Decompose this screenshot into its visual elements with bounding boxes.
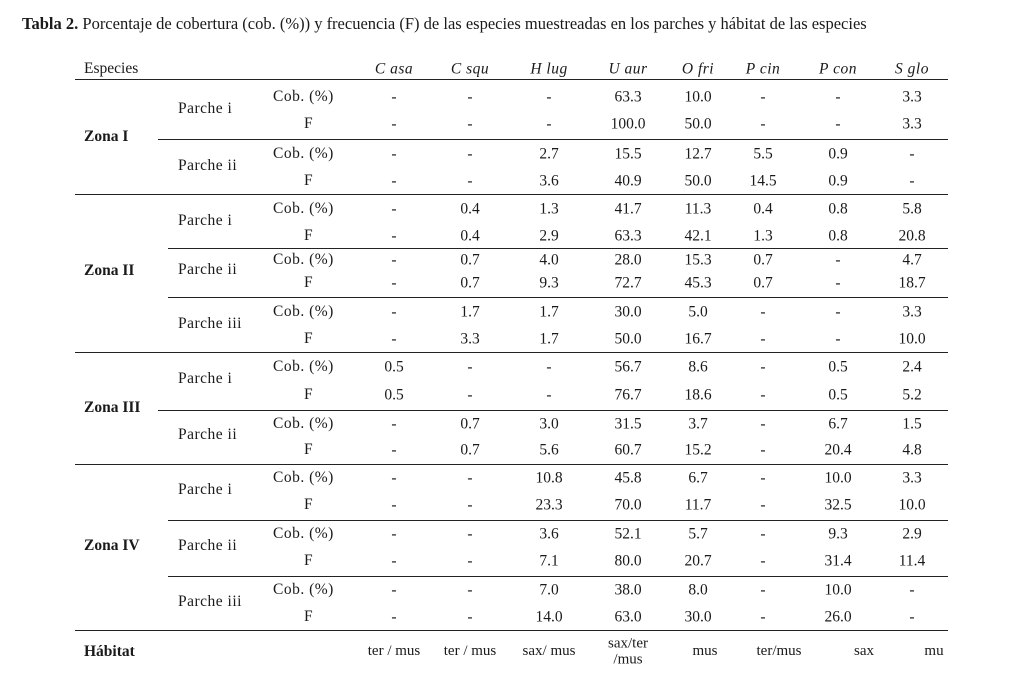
- header-species-2: C squ: [450, 60, 490, 78]
- cob-value: -: [467, 581, 473, 599]
- metric-f-label: F: [304, 552, 314, 569]
- f-value: 0.7: [753, 274, 773, 292]
- metric-f-label: F: [304, 115, 314, 132]
- cob-value: -: [391, 303, 397, 321]
- cob-value: 6.7: [688, 469, 708, 487]
- cob-value: 1.7: [539, 303, 559, 321]
- cob-value: -: [391, 525, 397, 543]
- patch-label: Parche iii: [178, 592, 242, 610]
- cob-value: 5.0: [688, 303, 708, 321]
- cob-value: 4.7: [902, 251, 922, 269]
- f-value: 30.0: [684, 608, 712, 626]
- f-value: 5.2: [902, 386, 922, 404]
- f-value: -: [391, 608, 397, 626]
- cob-value: -: [760, 415, 766, 433]
- cob-value: -: [391, 200, 397, 218]
- patch-separator: [168, 139, 948, 140]
- f-value: 11.7: [684, 496, 712, 514]
- cob-value: -: [391, 469, 397, 487]
- f-value: 3.3: [902, 115, 922, 133]
- f-value: 45.3: [684, 274, 712, 292]
- f-value: 100.0: [610, 115, 646, 133]
- cob-value: 1.3: [539, 200, 559, 218]
- f-value: -: [391, 115, 397, 133]
- header-species-label: Especies: [84, 60, 139, 77]
- zone-separator: [75, 464, 948, 465]
- f-value: 0.9: [828, 172, 848, 190]
- f-value: 76.7: [614, 386, 642, 404]
- f-value: -: [546, 386, 552, 404]
- f-value: 3.3: [460, 330, 480, 348]
- cob-value: 2.9: [902, 525, 922, 543]
- habitat-value: sax/ mus: [522, 643, 576, 660]
- f-value: -: [760, 441, 766, 459]
- f-value: 70.0: [614, 496, 642, 514]
- f-value: 80.0: [614, 552, 642, 570]
- f-value: -: [909, 608, 915, 626]
- cob-value: 63.3: [614, 88, 642, 106]
- cob-value: -: [391, 88, 397, 106]
- habitat-value: mus: [692, 643, 718, 660]
- f-value: 10.0: [898, 496, 926, 514]
- cob-value: 10.0: [824, 469, 852, 487]
- cob-value: -: [467, 88, 473, 106]
- cob-value: -: [467, 469, 473, 487]
- metric-f-label: F: [304, 608, 314, 625]
- cob-value: 9.3: [828, 525, 848, 543]
- cob-value: 15.5: [614, 145, 642, 163]
- cob-value: -: [546, 88, 552, 106]
- patch-label: Parche ii: [178, 536, 238, 554]
- habitat-value: sax/ter /mus: [608, 635, 648, 667]
- cob-value: 1.7: [460, 303, 480, 321]
- cob-value: 8.6: [688, 358, 708, 376]
- f-value: -: [760, 115, 766, 133]
- f-value: -: [467, 172, 473, 190]
- cob-value: 28.0: [614, 251, 642, 269]
- f-value: -: [909, 172, 915, 190]
- cob-value: 3.3: [902, 303, 922, 321]
- f-value: 15.2: [684, 441, 712, 459]
- f-value: 11.4: [898, 552, 926, 570]
- f-value: 7.1: [539, 552, 559, 570]
- zone-separator: [75, 352, 948, 353]
- f-value: -: [835, 274, 841, 292]
- cob-value: 5.5: [753, 145, 773, 163]
- cob-value: 56.7: [614, 358, 642, 376]
- cob-value: -: [760, 303, 766, 321]
- cob-value: 0.4: [460, 200, 480, 218]
- cob-value: 3.3: [902, 88, 922, 106]
- header-species-1: C asa: [374, 60, 414, 78]
- f-value: 72.7: [614, 274, 642, 292]
- header-rule: [75, 79, 948, 80]
- metric-f-label: F: [304, 274, 314, 291]
- f-value: 20.7: [684, 552, 712, 570]
- habitat-label: Hábitat: [84, 643, 135, 660]
- f-value: 5.6: [539, 441, 559, 459]
- cob-value: 2.4: [902, 358, 922, 376]
- f-value: 0.4: [460, 227, 480, 245]
- cob-value: 3.7: [688, 415, 708, 433]
- cob-value: -: [835, 88, 841, 106]
- header-species-5: O fri: [681, 60, 715, 78]
- f-value: 23.3: [535, 496, 563, 514]
- patch-separator: [168, 576, 948, 577]
- patch-label: Parche i: [178, 211, 233, 229]
- cob-value: -: [909, 581, 915, 599]
- f-value: -: [391, 496, 397, 514]
- cob-value: 15.3: [684, 251, 712, 269]
- f-value: -: [760, 386, 766, 404]
- f-value: 14.0: [535, 608, 563, 626]
- f-value: 0.8: [828, 227, 848, 245]
- habitat-value: sax: [854, 643, 874, 660]
- f-value: -: [467, 552, 473, 570]
- cob-value: 7.0: [539, 581, 559, 599]
- cob-value: 3.0: [539, 415, 559, 433]
- cob-value: 3.3: [902, 469, 922, 487]
- metric-f-label: F: [304, 330, 314, 347]
- metric-f-label: F: [304, 227, 314, 244]
- f-value: -: [391, 227, 397, 245]
- cob-value: 0.7: [460, 251, 480, 269]
- f-value: 1.3: [753, 227, 773, 245]
- patch-separator: [168, 410, 948, 411]
- f-value: 20.4: [824, 441, 852, 459]
- cob-value: -: [760, 358, 766, 376]
- f-value: -: [760, 330, 766, 348]
- cob-value: 41.7: [614, 200, 642, 218]
- f-value: 0.5: [828, 386, 848, 404]
- metric-cob-label: Cob. (%): [273, 581, 334, 598]
- zone-tick: [158, 139, 168, 140]
- cob-value: 52.1: [614, 525, 642, 543]
- zone-label: Zona II: [84, 262, 138, 280]
- zone-label: Zona I: [84, 128, 132, 146]
- table-caption: [22, 14, 867, 34]
- cob-value: 10.8: [535, 469, 563, 487]
- metric-cob-label: Cob. (%): [273, 251, 334, 268]
- f-value: 26.0: [824, 608, 852, 626]
- cob-value: 10.0: [684, 88, 712, 106]
- f-value: 0.7: [460, 441, 480, 459]
- metric-f-label: F: [304, 441, 314, 458]
- f-value: 14.5: [749, 172, 777, 190]
- f-value: -: [467, 115, 473, 133]
- header-species-6: P cin: [745, 60, 781, 78]
- metric-f-label: F: [304, 386, 314, 403]
- patch-separator: [168, 248, 948, 249]
- f-value: -: [546, 115, 552, 133]
- zone-tick: [158, 410, 168, 411]
- header-species-8: S glo: [895, 60, 929, 78]
- f-value: -: [835, 115, 841, 133]
- cob-value: 8.0: [688, 581, 708, 599]
- cob-value: -: [835, 251, 841, 269]
- f-value: 3.6: [539, 172, 559, 190]
- f-value: 32.5: [824, 496, 852, 514]
- patch-label: Parche i: [178, 99, 233, 117]
- cob-value: 0.7: [753, 251, 773, 269]
- cob-value: -: [467, 358, 473, 376]
- patch-label: Parche iii: [178, 314, 242, 332]
- f-value: 18.6: [684, 386, 712, 404]
- cob-value: 0.5: [828, 358, 848, 376]
- patch-label: Parche ii: [178, 260, 238, 278]
- f-value: 16.7: [684, 330, 712, 348]
- cob-value: 30.0: [614, 303, 642, 321]
- f-value: -: [760, 552, 766, 570]
- cob-value: -: [760, 469, 766, 487]
- f-value: -: [391, 330, 397, 348]
- patch-separator: [168, 520, 948, 521]
- f-value: 42.1: [684, 227, 712, 245]
- f-value: 40.9: [614, 172, 642, 190]
- cob-value: 11.3: [684, 200, 712, 218]
- f-value: 31.4: [824, 552, 852, 570]
- habitat-rule: [75, 630, 948, 631]
- cob-value: 38.0: [614, 581, 642, 599]
- metric-cob-label: Cob. (%): [273, 525, 334, 542]
- f-value: -: [391, 172, 397, 190]
- cob-value: -: [467, 145, 473, 163]
- habitat-value: ter/mus: [756, 643, 802, 660]
- metric-cob-label: Cob. (%): [273, 145, 334, 162]
- metric-cob-label: Cob. (%): [273, 469, 334, 486]
- cob-value: -: [835, 303, 841, 321]
- zone-label: Zona III: [84, 399, 144, 417]
- zone-separator: [75, 194, 948, 195]
- cob-value: 12.7: [684, 145, 712, 163]
- cob-value: 0.5: [384, 358, 404, 376]
- f-value: 4.8: [902, 441, 922, 459]
- header-species-7: P con: [819, 60, 857, 78]
- f-value: 2.9: [539, 227, 559, 245]
- header-species-4: U aur: [608, 60, 648, 78]
- cob-value: -: [546, 358, 552, 376]
- cob-value: 5.8: [902, 200, 922, 218]
- metric-cob-label: Cob. (%): [273, 303, 334, 320]
- habitat-value: ter / mus: [367, 643, 421, 660]
- cob-value: -: [909, 145, 915, 163]
- cob-value: 31.5: [614, 415, 642, 433]
- cob-value: -: [760, 581, 766, 599]
- f-value: 20.8: [898, 227, 926, 245]
- f-value: 0.5: [384, 386, 404, 404]
- cob-value: 0.4: [753, 200, 773, 218]
- cob-value: 5.7: [688, 525, 708, 543]
- f-value: -: [467, 496, 473, 514]
- cob-value: 3.6: [539, 525, 559, 543]
- cob-value: 0.7: [460, 415, 480, 433]
- caption-text: Porcentaje de cobertura (cob. (%)) y frecuencia (F) de las especies muestreadas en los parches y hábitat de las especies: [78, 14, 867, 33]
- cob-value: 4.0: [539, 251, 559, 269]
- f-value: -: [391, 441, 397, 459]
- habitat-value: mu: [924, 643, 944, 660]
- cob-value: -: [391, 251, 397, 269]
- f-value: -: [835, 330, 841, 348]
- metric-f-label: F: [304, 172, 314, 189]
- f-value: 1.7: [539, 330, 559, 348]
- cob-value: 45.8: [614, 469, 642, 487]
- f-value: -: [760, 608, 766, 626]
- cob-value: -: [467, 525, 473, 543]
- cob-value: -: [391, 581, 397, 599]
- metric-cob-label: Cob. (%): [273, 358, 334, 375]
- patch-separator: [168, 297, 948, 298]
- patch-label: Parche i: [178, 370, 233, 387]
- cob-value: 6.7: [828, 415, 848, 433]
- metric-cob-label: Cob. (%): [273, 200, 334, 217]
- habitat-value: ter / mus: [443, 643, 497, 660]
- cob-value: -: [391, 145, 397, 163]
- caption-label: Tabla 2.: [22, 14, 79, 33]
- zone-label: Zona IV: [84, 537, 144, 555]
- patch-label: Parche ii: [178, 426, 238, 443]
- f-value: 9.3: [539, 274, 559, 292]
- f-value: 10.0: [898, 330, 926, 348]
- f-value: -: [391, 552, 397, 570]
- f-value: -: [760, 496, 766, 514]
- cob-value: 1.5: [902, 415, 922, 433]
- f-value: 60.7: [614, 441, 642, 459]
- f-value: 63.0: [614, 608, 642, 626]
- f-value: 0.7: [460, 274, 480, 292]
- f-value: -: [467, 386, 473, 404]
- f-value: 18.7: [898, 274, 926, 292]
- cob-value: 0.9: [828, 145, 848, 163]
- f-value: 50.0: [614, 330, 642, 348]
- patch-label: Parche ii: [178, 156, 238, 174]
- f-value: 50.0: [684, 115, 712, 133]
- f-value: 63.3: [614, 227, 642, 245]
- cob-value: 10.0: [824, 581, 852, 599]
- metric-cob-label: Cob. (%): [273, 88, 334, 105]
- cob-value: 2.7: [539, 145, 559, 163]
- f-value: -: [391, 274, 397, 292]
- cob-value: 0.8: [828, 200, 848, 218]
- metric-f-label: F: [304, 496, 314, 513]
- patch-label: Parche i: [178, 480, 233, 498]
- cob-value: -: [760, 88, 766, 106]
- cob-value: -: [391, 415, 397, 433]
- cob-value: -: [760, 525, 766, 543]
- header-species-3: H lug: [530, 60, 568, 78]
- f-value: 50.0: [684, 172, 712, 190]
- f-value: -: [467, 608, 473, 626]
- metric-cob-label: Cob. (%): [273, 415, 334, 432]
